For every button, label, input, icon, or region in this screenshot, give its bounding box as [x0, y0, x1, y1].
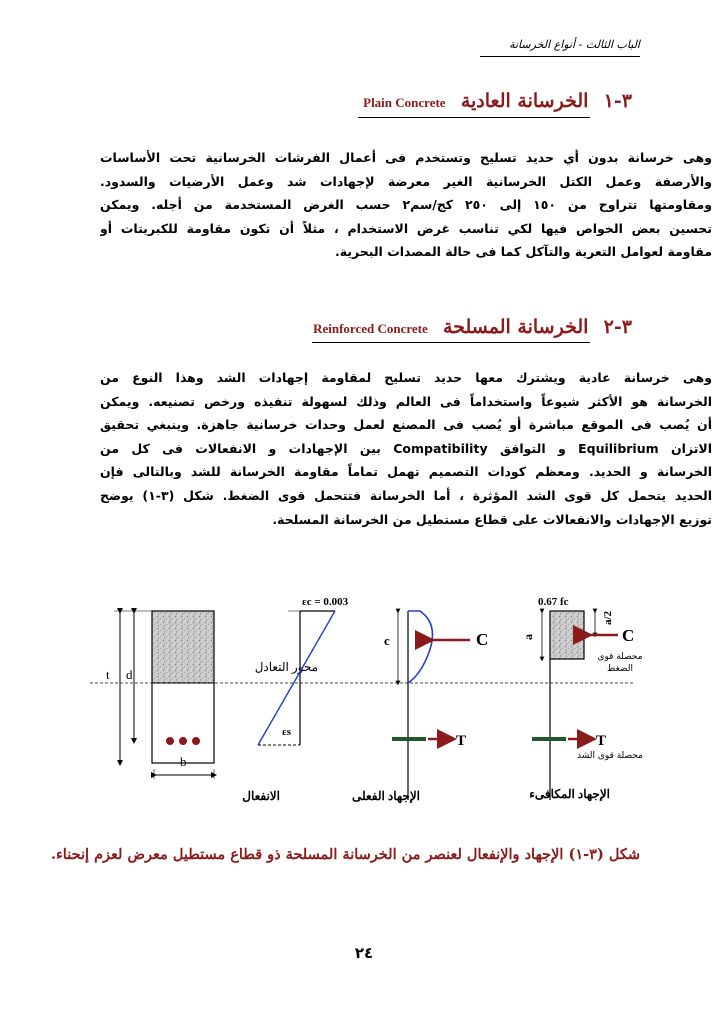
equivalent-stress-title: الإجهاد المكافىء: [529, 787, 610, 801]
compression-resultant-fo: [590, 651, 650, 687]
cross-section: [152, 611, 214, 763]
actual-stress-title: الإجهاد الفعلى: [352, 789, 420, 803]
section1-heading: [363, 90, 632, 112]
dimension-t-label: t: [106, 667, 110, 682]
compression-C-label: C: [476, 630, 489, 649]
paragraph-line: الحديد يتحمل كل قوى الشد المؤثرة ، أما الخرسانة فتتحمل قوى الضغط. شكل (٣-١) يوضح: [100, 487, 712, 503]
paragraph-line: مقاومة لعوامل التعرية والتآكل كما فى حالة المصدات البحرية.: [334, 244, 712, 260]
tension-resultant-label: محصلة قوى الشد: [577, 751, 643, 761]
section1-underline: [358, 117, 590, 118]
paragraph-line: توزيع الإجهادات والانفعالات على قطاع مستطيل من الخرسانة المسلحة.: [272, 511, 712, 527]
paragraph-line: تحسين بعض الخواص فيها لكي تناسب غرض الاستخدام ، مثلاً أن تكون مقاومة للكبريتات أو: [100, 220, 712, 236]
stress-block-label: 0.67 fc: [538, 596, 569, 608]
section1-number: ٣-١: [603, 90, 632, 112]
paragraph-line: الخرسانة و الحديد. ومعظم كودات التصميم تهمل تماماً مقاومة الخرسانة للشد وبالتالى فإن: [100, 464, 712, 480]
section2-number: ٣-٢: [603, 316, 632, 338]
tension-resultant-fo: [570, 751, 650, 767]
steel-strain-label: εs: [282, 726, 291, 738]
equivalent-stress-diagram: [532, 611, 618, 800]
section2-paragraph: [100, 366, 712, 531]
depth-c-label: c: [384, 633, 390, 648]
section1-paragraph: [100, 146, 712, 264]
section1-title-ar: الخرسانة العادية: [460, 90, 589, 112]
dimension-d-label: d: [126, 667, 133, 682]
rebar: [192, 737, 200, 745]
stress-strain-figure: [90, 585, 650, 815]
paragraph-line: وهى خرسانة بدون أي حديد تسليح وتستخدم فى أعمال الفرشات الخرسانية تحت الأساسات: [100, 150, 712, 165]
paragraph-line: الخرسانة هو الأكثر شيوعاً واستخداماً فى العالم وذلك لسهولة تنفيذه ورخص تصنيعه. ويمكن: [100, 393, 712, 409]
compression-zone: [152, 611, 214, 683]
equivalent-T-label: T: [596, 733, 607, 749]
paragraph-line: ومقاومتها تتراوح من ١٥٠ إلى ٢٥٠ كج/سم٢ حسب الغرض المستخدمة من أجله. ويمكن: [100, 197, 712, 213]
header-rule: [480, 56, 640, 57]
compression-resultant-label: محصلة قوى الضغط: [597, 652, 643, 674]
equivalent-C-label: C: [622, 626, 635, 645]
strain-diagram: [258, 611, 335, 745]
rebar: [166, 737, 174, 745]
figure-caption: شكل (٣-١) الإجهاد والإنفعال لعنصر من الخرسانة المسلحة ذو قطاع مستطيل معرض لعزم إنحناء.: [50, 846, 640, 863]
block-depth-a-label: a: [521, 634, 535, 640]
section2-heading: [313, 316, 632, 338]
section1-title-en: Plain Concrete: [363, 95, 446, 110]
strain-top-label: εc = 0.003: [302, 596, 349, 608]
running-header: الباب الثالث - أنواع الخرسانة: [509, 38, 640, 51]
stress-block: [550, 611, 584, 659]
neutral-axis-label: محور التعادل: [254, 660, 318, 674]
paragraph-line: الاتزان Equilibrium و التوافق Compatibility بين الإجهادات و الانفعالات فى كل من: [100, 440, 712, 456]
half-depth-label: a/2: [602, 610, 614, 625]
strain-title: الانفعال: [242, 789, 280, 803]
paragraph-line: أن يُصب فى الموقع مباشرة أو يُصب فى المصنع لعمل وحدات خرسانية جاهزة. وينبغي تحقيق: [100, 417, 712, 433]
section2-title-ar: الخرسانة المسلحة: [443, 316, 589, 338]
actual-stress-diagram: [392, 611, 470, 800]
paragraph-line: وهى خرسانة عادية ويشترك معها حديد تسليح لمقاومة إجهادات الشد وهذا النوع من: [100, 370, 712, 385]
tension-T-label: T: [456, 733, 467, 749]
page-number: ٢٤: [354, 944, 374, 962]
dimension-b-label: b: [180, 754, 187, 769]
tension-zone: [152, 683, 214, 763]
paragraph-line: والأرصفة وعمل الكتل الخرسانية الغير معرضة لإجهادات شد وعمل الأرضيات والسدود.: [100, 173, 712, 189]
section2-title-en: Reinforced Concrete: [313, 321, 428, 336]
section2-underline: [312, 342, 590, 343]
rebar: [179, 737, 187, 745]
